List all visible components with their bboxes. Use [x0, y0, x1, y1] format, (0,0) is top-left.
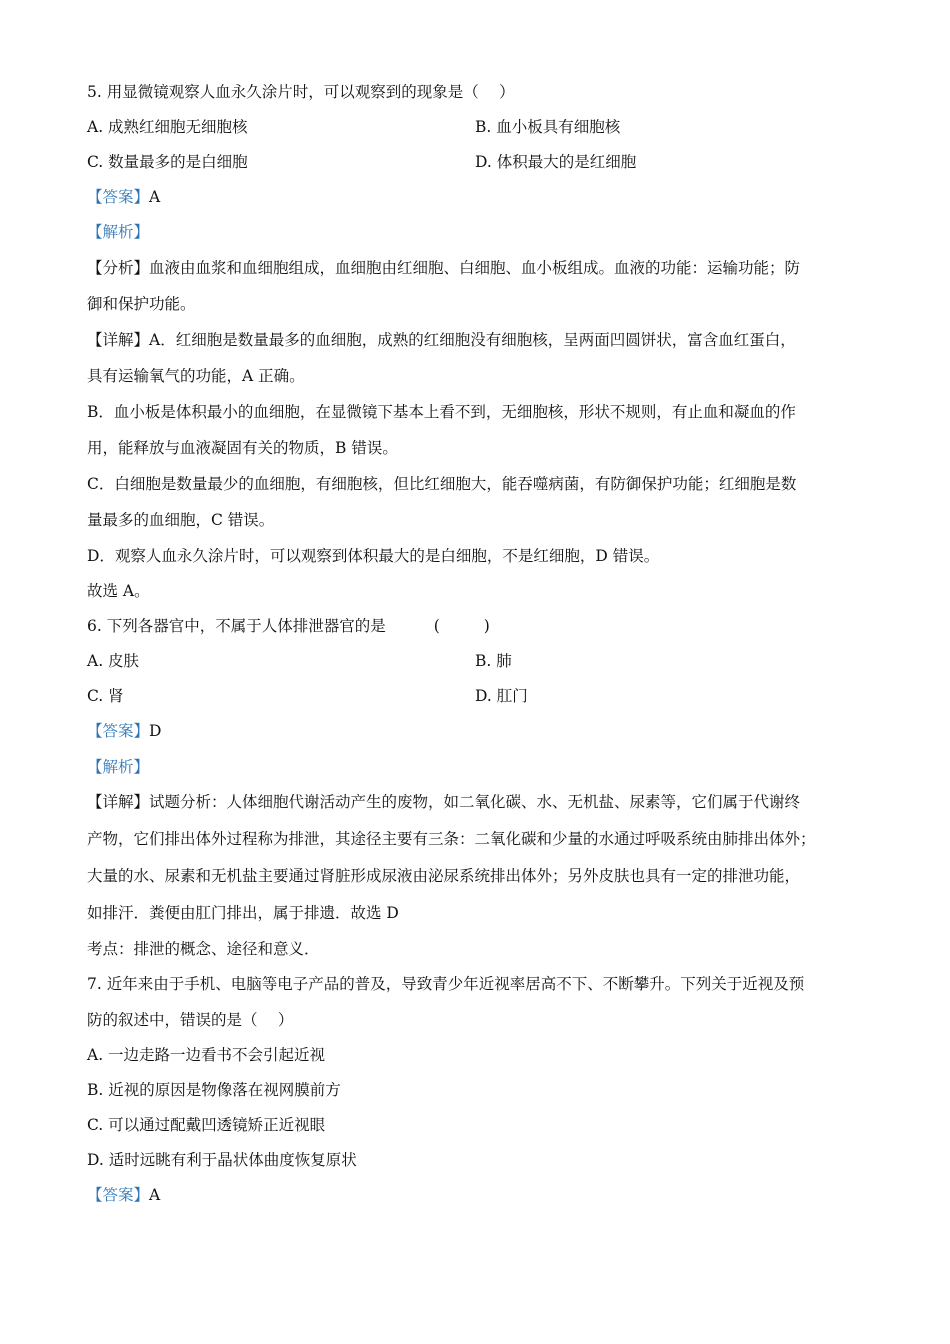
q6-analysis-tag: 【解析】 [87, 758, 150, 776]
q6-paren-open: ( [433, 617, 440, 635]
q5-stem: 5. 用显微镜观察人血永久涂片时，可以观察到的现象是（ ） [87, 83, 515, 101]
q6-paren-close: ) [483, 617, 490, 635]
q6-stem: 6. 下列各器官中，不属于人体排泄器官的是 [87, 617, 386, 635]
q5-detail-line-6: 量最多的血细胞，C 错误。 [87, 511, 275, 529]
q7-stem-line-2: 防的叙述中，错误的是（ ） [87, 1011, 294, 1029]
detail-tag: 【详解】 [87, 331, 150, 349]
q5-detail-line-2: 具有运输氧气的功能，A 正确。 [87, 367, 305, 385]
fenxi-tag: 【分析】 [87, 259, 150, 277]
q5-detail-line-5: C．白细胞是数量最少的血细胞，有细胞核，但比红细胞大，能吞噬病菌，有防御保护功能；红细胞是数 [87, 475, 797, 493]
q6-detail-line-1 [87, 792, 800, 812]
q6-detail-line-4: 如排汗．粪便由肛门排出，属于排遗．故选 D [87, 904, 399, 922]
q5-detail-line-3: B．血小板是体积最小的血细胞，在显微镜下基本上看不到，无细胞核，形状不规则，有止血和凝血的作 [87, 403, 796, 421]
q5-option-a: A. 成熟红细胞无细胞核 [87, 118, 248, 136]
q5-option-b: B. 血小板具有细胞核 [475, 118, 621, 136]
q5-detail-line-7: D．观察人血永久涂片时，可以观察到体积最大的是白细胞，不是红细胞，D 错误。 [87, 547, 660, 565]
answer-tag: 【答案】 [87, 1186, 150, 1204]
answer-value: D [149, 722, 162, 740]
q7-option-d: D. 适时远眺有利于晶状体曲度恢复原状 [87, 1151, 357, 1169]
q7-stem-line-1: 7. 近年来由于手机、电脑等电子产品的普及，导致青少年近视率居高不下、不断攀升。下列关于近视及预 [87, 975, 805, 993]
q7-option-c: C. 可以通过配戴凹透镜矫正近视眼 [87, 1116, 326, 1134]
q6-answer [87, 721, 161, 741]
q6-detail-line-3: 大量的水、尿素和无机盐主要通过肾脏形成尿液由泌尿系统排出体外；另外皮肤也具有一定的排泄功能， [87, 867, 801, 885]
q7-option-b: B. 近视的原因是物像落在视网膜前方 [87, 1081, 341, 1099]
answer-tag: 【答案】 [87, 722, 150, 740]
q5-option-d: D. 体积最大的是红细胞 [475, 153, 637, 171]
detail-text: A．红细胞是数量最多的血细胞，成熟的红细胞没有细胞核，呈两面凹圆饼状，富含血红蛋白， [149, 331, 796, 349]
q5-analysis-tag: 【解析】 [87, 223, 150, 241]
q5-answer [87, 187, 160, 207]
answer-tag: 【答案】 [87, 188, 150, 206]
q6-option-d: D. 肛门 [475, 687, 528, 705]
q6-option-c: C. 肾 [87, 687, 124, 705]
detail-text: 试题分析：人体细胞代谢活动产生的废物，如二氧化碳、水、无机盐、尿素等，它们属于代谢终 [149, 793, 801, 811]
q6-kaodian: 考点：排泄的概念、途径和意义． [87, 940, 320, 958]
fenxi-text: 血液由血浆和血细胞组成，血细胞由红细胞、白细胞、血小板组成。血液的功能：运输功能；防 [149, 259, 801, 277]
q6-option-b: B. 肺 [475, 652, 512, 670]
q6-stem-line [87, 616, 490, 636]
q5-detail-line-4: 用，能释放与血液凝固有关的物质，B 错误。 [87, 439, 398, 457]
q7-option-a: A. 一边走路一边看书不会引起近视 [87, 1046, 326, 1064]
detail-tag: 【详解】 [87, 793, 150, 811]
q7-answer [87, 1185, 160, 1205]
q5-detail-line-1 [87, 330, 796, 350]
answer-value: A [149, 188, 161, 206]
q6-detail-line-2: 产物，它们排出体外过程称为排泄，其途径主要有三条：二氧化碳和少量的水通过呼吸系统由肺排出体外； [87, 830, 816, 848]
answer-value: A [149, 1186, 161, 1204]
q5-conclusion: 故选 A。 [87, 582, 150, 600]
q5-fenxi-line-1 [87, 258, 800, 278]
q5-fenxi-line-2: 御和保护功能。 [87, 295, 196, 313]
q5-option-c: C. 数量最多的是白细胞 [87, 153, 248, 171]
q6-option-a: A. 皮肤 [87, 652, 140, 670]
